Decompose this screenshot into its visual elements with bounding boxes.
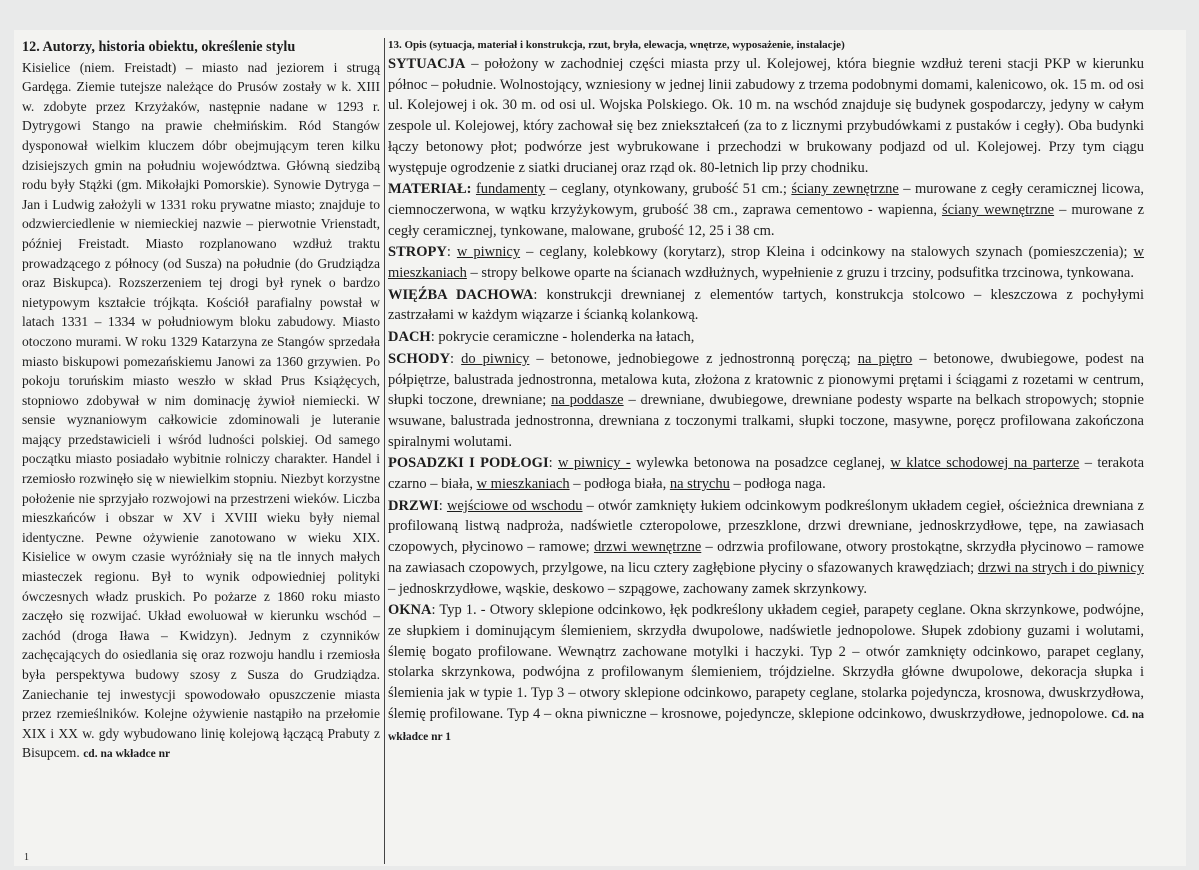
- section-stropy: STROPY: w piwnicy – ceglany, kolebkowy (korytarz), strop Kleina i odcinkowy na stalowych szynach (pomieszczenia); w mieszkaniach – stropy belkowe oparte na ścianach wzdłużnych, wypełnienie z gruzu i trzciny, podsufitka trzcinowa, tynkowana.: [388, 244, 1145, 282]
- history-heading: 12. Autorzy, historia obiektu, określenie stylu: [22, 39, 296, 55]
- section-schody: SCHODY: do piwnicy – betonowe, jednobiegowe z jednostronną poręczą; na piętro – betonowe, dwubiegowe, podest na półpiętrze, balustrada jednostronna, metalowa kuta, złożona z kratownic z pionowymi prętami i ściągami z rozetami w centrum, słupki toczone, drewniane; na poddasze – drewniane, dwubiegowe, drewniane podesty wsparte na belkach stropowych; stopnie wsuwane, balustrada jednostronna, drewniana z toczonymi tralkami, słupki toczone, masywne, poręcz profilowana zakończona spiralnymi wolutami.: [388, 350, 1145, 450]
- section-drzwi: DRZWI: wejściowe od wschodu – otwór zamknięty łukiem odcinkowym podkreślonym układem cegieł, ościeżnica drewniana z profilowaną listwą nadproża, nadświetle czteropolowe, przeszklone, drzwi drewniane, jednoskrzydłowe, tępe, na zawiasach czopowych, płycinowo – ramowe; drzwi wewnętrzne – odrzwia profilowane, otwory prostokątne, skrzydła płycinowo – ramowe na zawiasach czopowych, przylgowe, na licu cztery zagłębione płyciny o sfazowanych krawędziach; drzwi na strych i do piwnicy – jednoskrzydłowe, wąskie, deskowo – szpągowe, zachowany zamek skrzynkowy.: [388, 497, 1144, 597]
- history-body: Kisielice (niem. Freistadt) – miasto nad jeziorem i strugą Gardęga. Ziemie tutejsze należące do Prusów zostały w k. XIII w. zdobyte przez Krzyżaków, następnie nadane w 1293 r. Dytrygowi Stango na prawie chełmińskim. Ród Stangów dysponował wielkim kluczem dóbr obejmującym teren kilku dzisiejszych gmin na południu województwa. Główną siedzibą rodu były Stążki (gm. Mikołajki Pomorskie). Synowie Dytryga – Jan i Ludwig założyli w 1331 roku prywatne miasto; znajduje to odzwierciedlenie w niemieckiej nazwie – pierwotnie Vrienstadt, później Freistadt. Miasto rozplanowano wzdłuż traktu prowadzącego z północy (od Susza) na południe (do Grudziądza oraz Biskupca). Rozszerzeniem tej drogi był rynek o bardzo nietypowym kształcie trójkąta. Kościół parafialny powstał w latach 1331 – 1334 w południowym bloku zabudowy. Miasto otoczono murami. W roku 1329 Katarzyna ze Stangów sprzedała miasto biskupowi pomezańskiemu Janowi za 1360 grzywien. Po pokoju toruńskim miasto weszło w skład Prus Książęcych, stopniowo zdobywał w nim dominację żywioł niemiecki. W sensie wyznaniowym całkowicie zdominowali je luteranie mający przedstawicieli i wśród ludności polskiej. Od samego początku miasto posiadało wybitnie rolniczy charakter. Handel i rzemiosło rozwinęło się w niewielkim stopniu. Niezbyt korzystne położenie nie sprzyjało rozwojowi na przestrzeni wieków. Liczba mieszkańców i obszar w XV i XVIII wieku były niemal identyczne. Pewne ożywienie zanotowano w wieku XIX. Kisielice w owym czasie wyróżniały się na tle innych małych miasteczek regionu. Był to wynik odpowiedniej polityki ówczesnych władz pruskich. Po pożarze z 1860 roku miasto zaczęło się rozwijać. Układ ewoluował w kierunku wschód – zachód (droga Iława – Kwidzyn). Jednym z czynników zachęcających do osiedlania się oraz rozwoju handlu i rzemiosła była perspektywa budowy szosy z Susza do Grudziądza. Zaniechanie tej inwestycji spowodowało opuszczenie miasta przez rzemieślników. Kolejne ożywienie nastąpiło na przełomie XIX i XX w. gdy wybudowano linię kolejową łączącą Prabuty z Bisupcem. cd. na wkładce nr: [22, 59, 380, 761]
- section-wiezba: WIĘŹBA DACHOWA: konstrukcji drewnianej z elementów tartych, konstrukcja stolcowo – kleszczowa z pochyłymi zastrzałami w każdym wiązarze i ścianką kolankową.: [388, 286, 1145, 324]
- section-okna: OKNA: Typ 1. - Otwory sklepione odcinkowo, łęk podkreślony układem cegieł, parapety ceglane. Okna skrzynkowe, podwójne, ze słupkiem i dominującym ślemieniem, skrzydła dwupolowe, nadświetle jednopolowe. Słupek zdobiony guzami i wolutami, ślemię bogato profilowane. Wewnątrz zachowane motylki i haczyki. Typ 2 – otwór zamknięty odcinkowo, parapet ceglany, stolarka skrzynkowa, podwójna z profilowanym ślemieniem, trójdzielne. Skrzydła główne dwupolowe, dekoracja słupka i ślemienia jak w typie 1. Typ 3 – otwory sklepione odcinkowo, parapety ceglane, stolarka pojedyncza, krosnowa, dwuskrzydłowa, ślemię profilowane. Typ 4 – okna piwniczne – krosnowe, pojedyncze, sklepione odcinkowo, dwuskrzydłowe, jednopolowe. Cd. na wkładce nr 1: [388, 602, 1144, 743]
- column-divider: [384, 38, 385, 864]
- history-continued: cd. na wkładce nr: [83, 748, 171, 761]
- section-dach: DACH: pokrycie ceramiczne - holenderka na łatach,: [388, 329, 695, 346]
- section-material: MATERIAŁ: fundamenty – ceglany, otynkowany, grubość 51 cm.; ściany zewnętrzne – murowane z cegły ceramicznej licowa, ciemnoczerwona, w wątku krzyżykowym, grubość 38 cm., zaprawa cementowo - wapienna, ściany wewnętrzne – murowane z cegły ceramicznej, tynkowane, malowane, grubość 12, 25 i 38 cm.: [388, 181, 1145, 239]
- history-column: [22, 38, 380, 765]
- section-sytuacja: SYTUACJA – położony w zachodniej części miasta przy ul. Kolejowej, która biegnie wzdłuż tereni stacji PKP w kierunku północ – południe. Wolnostojący, wzniesiony w jednej linii zabudowy z trzema podobnymi domami, kalenicowo, ok. 15 m. od osi ul. Kolejowej i ok. 30 m. od osi ul. Wojska Polskiego. Ok. 10 m. na wschód znajduje się budynek gospodarczy, jedyny w całym zespole ul. Kolejowej, który zachował się bez zniekształceń (za to z licznymi przybudówkami z pustaków i cegły). Oba budynki łączy betonowy płot; podwórze jest wybrukowane i przechodzi w brukowany podjazd od ul. Kolejowej. Przy tym ciągu występuje ogrodzenie z siatki drucianej oraz rząd ok. 80-letnich lip przy chodniku.: [388, 56, 1144, 176]
- section-posadzki: POSADZKI I PODŁOGI: w piwnicy - wylewka betonowa na posadzce ceglanej, w klatce schodowej na parterze – terakota czarno – biała, w mieszkaniach – podłoga biała, na strychu – podłoga naga.: [388, 455, 1145, 493]
- description-continued: Cd. na wkładce nr 1: [388, 708, 1144, 743]
- description-column: [388, 38, 1144, 747]
- margin-mark: 1: [24, 852, 29, 863]
- description-heading: 13. Opis (sytuacja, materiał i konstrukcja, rzut, bryła, elewacja, wnętrze, wyposażenie, instalacje): [388, 39, 845, 51]
